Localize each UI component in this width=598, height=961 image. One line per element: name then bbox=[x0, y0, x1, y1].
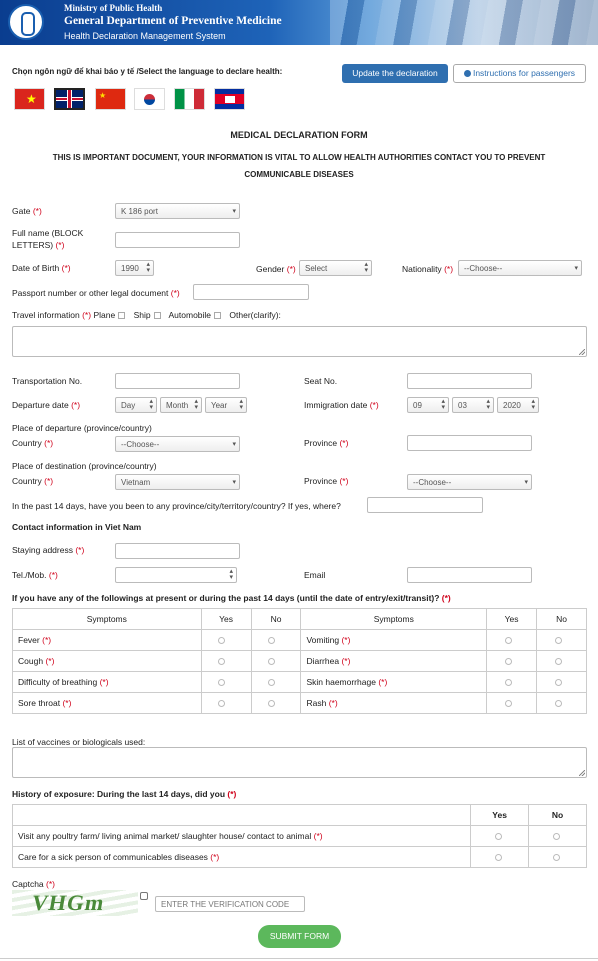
destination-country-select[interactable]: Vietnam ▾ bbox=[115, 474, 240, 490]
star-icon: ★ bbox=[26, 92, 37, 106]
travel-label: Travel information (*) Plane Ship Automobile Other(clarify): bbox=[12, 310, 281, 320]
cough-yes-radio[interactable] bbox=[218, 658, 225, 665]
animal-yes-radio[interactable] bbox=[495, 833, 502, 840]
sore-throat-no-radio[interactable] bbox=[268, 700, 275, 707]
exposure-heading: History of exposure: During the last 14 days, did you (*) bbox=[12, 789, 237, 799]
past14-input[interactable] bbox=[367, 497, 483, 513]
update-declaration-button[interactable]: Update the declaration bbox=[342, 64, 448, 83]
seat-no-label: Seat No. bbox=[304, 376, 338, 386]
no-header-left: No bbox=[251, 609, 301, 630]
symptom-rash: Rash (*) bbox=[301, 693, 487, 714]
travel-option-automobile: Automobile bbox=[168, 310, 212, 320]
diarrhea-no-radio[interactable] bbox=[555, 658, 562, 665]
symptoms-question: If you have any of the followings at present or during the past 14 days (until the date of entry/exit/transit)? (*) bbox=[12, 593, 451, 603]
skin-haemorrhage-yes-radio[interactable] bbox=[505, 679, 512, 686]
symptom-sore-throat: Sore throat (*) bbox=[13, 693, 202, 714]
transport-no-label: Transportation No. bbox=[12, 376, 83, 386]
captcha-input[interactable]: ENTER THE VERIFICATION CODE bbox=[155, 896, 305, 912]
departure-day-select[interactable]: Day ▴ ▾ bbox=[115, 397, 157, 413]
symptoms-table bbox=[12, 608, 587, 714]
immigration-month-select[interactable]: 03 ▴ ▾ bbox=[452, 397, 494, 413]
instructions-label: Instructions for passengers bbox=[472, 68, 576, 78]
seat-no-input[interactable] bbox=[407, 373, 532, 389]
department-name: General Department of Preventive Medicine bbox=[64, 15, 282, 27]
exposure-no-header: No bbox=[529, 805, 587, 826]
rash-yes-radio[interactable] bbox=[505, 700, 512, 707]
vomiting-no-radio[interactable] bbox=[555, 637, 562, 644]
nationality-label: Nationality (*) bbox=[402, 264, 454, 274]
diarrhea-yes-radio[interactable] bbox=[505, 658, 512, 665]
email-input[interactable] bbox=[407, 567, 532, 583]
immigration-day-select[interactable]: 09 ▴ ▾ bbox=[407, 397, 449, 413]
nationality-select[interactable]: --Choose-- ▾ bbox=[458, 260, 582, 276]
symptom-cough: Cough (*) bbox=[13, 651, 202, 672]
sore-throat-yes-radio[interactable] bbox=[218, 700, 225, 707]
vaccines-textarea[interactable] bbox=[12, 747, 587, 778]
dob-year-select[interactable]: 1990 ▴ ▾ bbox=[115, 260, 154, 276]
gate-label: Gate (*) bbox=[12, 206, 42, 216]
vaccines-label: List of vaccines or biologicals used: bbox=[12, 737, 146, 747]
exposure-item-animal: Visit any poultry farm/ living animal market/ slaughter house/ contact to animal (*) bbox=[13, 826, 471, 847]
symptom-breathing: Difficulty of breathing (*) bbox=[13, 672, 202, 693]
cambodia-flag[interactable] bbox=[214, 88, 245, 110]
yes-header-right: Yes bbox=[487, 609, 537, 630]
destination-country-label: Country (*) bbox=[12, 476, 54, 486]
star-icon: ★ bbox=[99, 91, 107, 100]
ministry-name: Ministry of Public Health bbox=[64, 3, 163, 13]
destination-province-label: Province (*) bbox=[304, 476, 349, 486]
table-row bbox=[13, 651, 587, 672]
place-departure-label: Place of departure (province/country) bbox=[12, 423, 152, 433]
exposure-header-blank bbox=[13, 805, 471, 826]
departure-province-label: Province (*) bbox=[304, 438, 349, 448]
italy-flag[interactable] bbox=[174, 88, 205, 110]
table-row bbox=[13, 672, 587, 693]
sick-person-no-radio[interactable] bbox=[553, 854, 560, 861]
captcha-label: Captcha (*) bbox=[12, 879, 56, 889]
table-row bbox=[13, 693, 587, 714]
fullname-label-line-1: Full name (BLOCK bbox=[12, 228, 84, 238]
animal-no-radio[interactable] bbox=[553, 833, 560, 840]
immigration-date-label: Immigration date (*) bbox=[304, 400, 379, 410]
sick-person-yes-radio[interactable] bbox=[495, 854, 502, 861]
korea-flag[interactable] bbox=[134, 88, 165, 110]
table-row bbox=[13, 630, 587, 651]
automobile-checkbox[interactable] bbox=[214, 312, 221, 319]
passport-label: Passport number or other legal document (*) bbox=[12, 288, 180, 298]
symptoms-header-left: Symptoms bbox=[13, 609, 202, 630]
gate-select[interactable]: K 186 port ▾ bbox=[115, 203, 240, 219]
uk-flag[interactable] bbox=[54, 88, 85, 110]
plane-checkbox[interactable] bbox=[118, 312, 125, 319]
china-flag[interactable] bbox=[95, 88, 126, 110]
yes-header-left: Yes bbox=[201, 609, 251, 630]
vietnam-flag[interactable] bbox=[14, 88, 45, 110]
symptom-skin-haemorrhage: Skin haemorrhage (*) bbox=[301, 672, 487, 693]
info-icon bbox=[464, 70, 471, 77]
departure-date-label: Departure date (*) bbox=[12, 400, 81, 410]
footer-divider bbox=[0, 958, 598, 959]
instructions-button[interactable] bbox=[453, 64, 586, 83]
form-title: MEDICAL DECLARATION FORM bbox=[230, 130, 368, 140]
submit-button[interactable]: SUBMIT FORM bbox=[258, 925, 341, 948]
form-notice-line-1: THIS IS IMPORTANT DOCUMENT, YOUR INFORMATION IS VITAL TO ALLOW HEALTH AUTHORITIES CONTACT YOU TO PREVENT bbox=[52, 153, 546, 162]
captcha-image: VHGm bbox=[12, 890, 138, 916]
symptom-diarrhea: Diarrhea (*) bbox=[301, 651, 487, 672]
dob-label: Date of Birth (*) bbox=[12, 263, 71, 273]
exposure-yes-header: Yes bbox=[471, 805, 529, 826]
address-input[interactable] bbox=[115, 543, 240, 559]
breathing-no-radio[interactable] bbox=[268, 679, 275, 686]
gender-label: Gender (*) bbox=[256, 264, 296, 274]
vomiting-yes-radio[interactable] bbox=[505, 637, 512, 644]
address-label: Staying address (*) bbox=[12, 545, 85, 555]
email-label: Email bbox=[304, 570, 326, 580]
travel-option-ship: Ship bbox=[133, 310, 151, 320]
immigration-year-select[interactable]: 2020 ▴ ▾ bbox=[497, 397, 539, 413]
fullname-input[interactable] bbox=[115, 232, 240, 248]
travel-option-plane: Plane bbox=[93, 310, 116, 320]
past14-label: In the past 14 days, have you been to any province/city/territory/country? If yes, where? bbox=[12, 501, 341, 511]
header-banner-image bbox=[330, 0, 598, 45]
symptom-fever: Fever (*) bbox=[13, 630, 202, 651]
destination-province-select[interactable]: --Choose-- ▾ bbox=[407, 474, 532, 490]
gender-select[interactable]: Select ▴ ▾ bbox=[299, 260, 372, 276]
symptom-vomiting: Vomiting (*) bbox=[301, 630, 487, 651]
fever-yes-radio[interactable] bbox=[218, 637, 225, 644]
skin-haemorrhage-no-radio[interactable] bbox=[555, 679, 562, 686]
ministry-logo-icon bbox=[8, 4, 44, 40]
passport-input[interactable] bbox=[193, 284, 309, 300]
departure-country-label: Country (*) bbox=[12, 438, 54, 448]
departure-year-select[interactable]: Year ▴ ▾ bbox=[205, 397, 247, 413]
breathing-yes-radio[interactable] bbox=[218, 679, 225, 686]
travel-other-textarea[interactable] bbox=[12, 326, 587, 357]
refresh-captcha-icon[interactable] bbox=[140, 892, 148, 900]
travel-option-other: Other(clarify): bbox=[229, 310, 281, 320]
departure-month-select[interactable]: Month ▴ ▾ bbox=[160, 397, 202, 413]
departure-country-select[interactable]: --Choose-- ▾ bbox=[115, 436, 240, 452]
rash-no-radio[interactable] bbox=[555, 700, 562, 707]
no-header-right: No bbox=[537, 609, 587, 630]
place-destination-label: Place of destination (province/country) bbox=[12, 461, 157, 471]
exposure-item-sick-person: Care for a sick person of communicables diseases (*) bbox=[13, 847, 471, 868]
language-prompt: Chọn ngôn ngữ để khai báo y tế /Select the language to declare health: bbox=[12, 67, 283, 76]
form-notice-line-2: COMMUNICABLE DISEASES bbox=[244, 170, 354, 179]
cough-no-radio[interactable] bbox=[268, 658, 275, 665]
fever-no-radio[interactable] bbox=[268, 637, 275, 644]
departure-province-input[interactable] bbox=[407, 435, 532, 451]
symptoms-header-right: Symptoms bbox=[301, 609, 487, 630]
system-name: Health Declaration Management System bbox=[64, 31, 226, 41]
ship-checkbox[interactable] bbox=[154, 312, 161, 319]
tel-input[interactable]: ▴ ▾ bbox=[115, 567, 237, 583]
site-header bbox=[0, 0, 598, 45]
fullname-label-line-2: LETTERS) (*) bbox=[12, 240, 65, 250]
contact-heading: Contact information in Viet Nam bbox=[12, 522, 142, 532]
tel-label: Tel./Mob. (*) bbox=[12, 570, 58, 580]
transport-no-input[interactable] bbox=[115, 373, 240, 389]
